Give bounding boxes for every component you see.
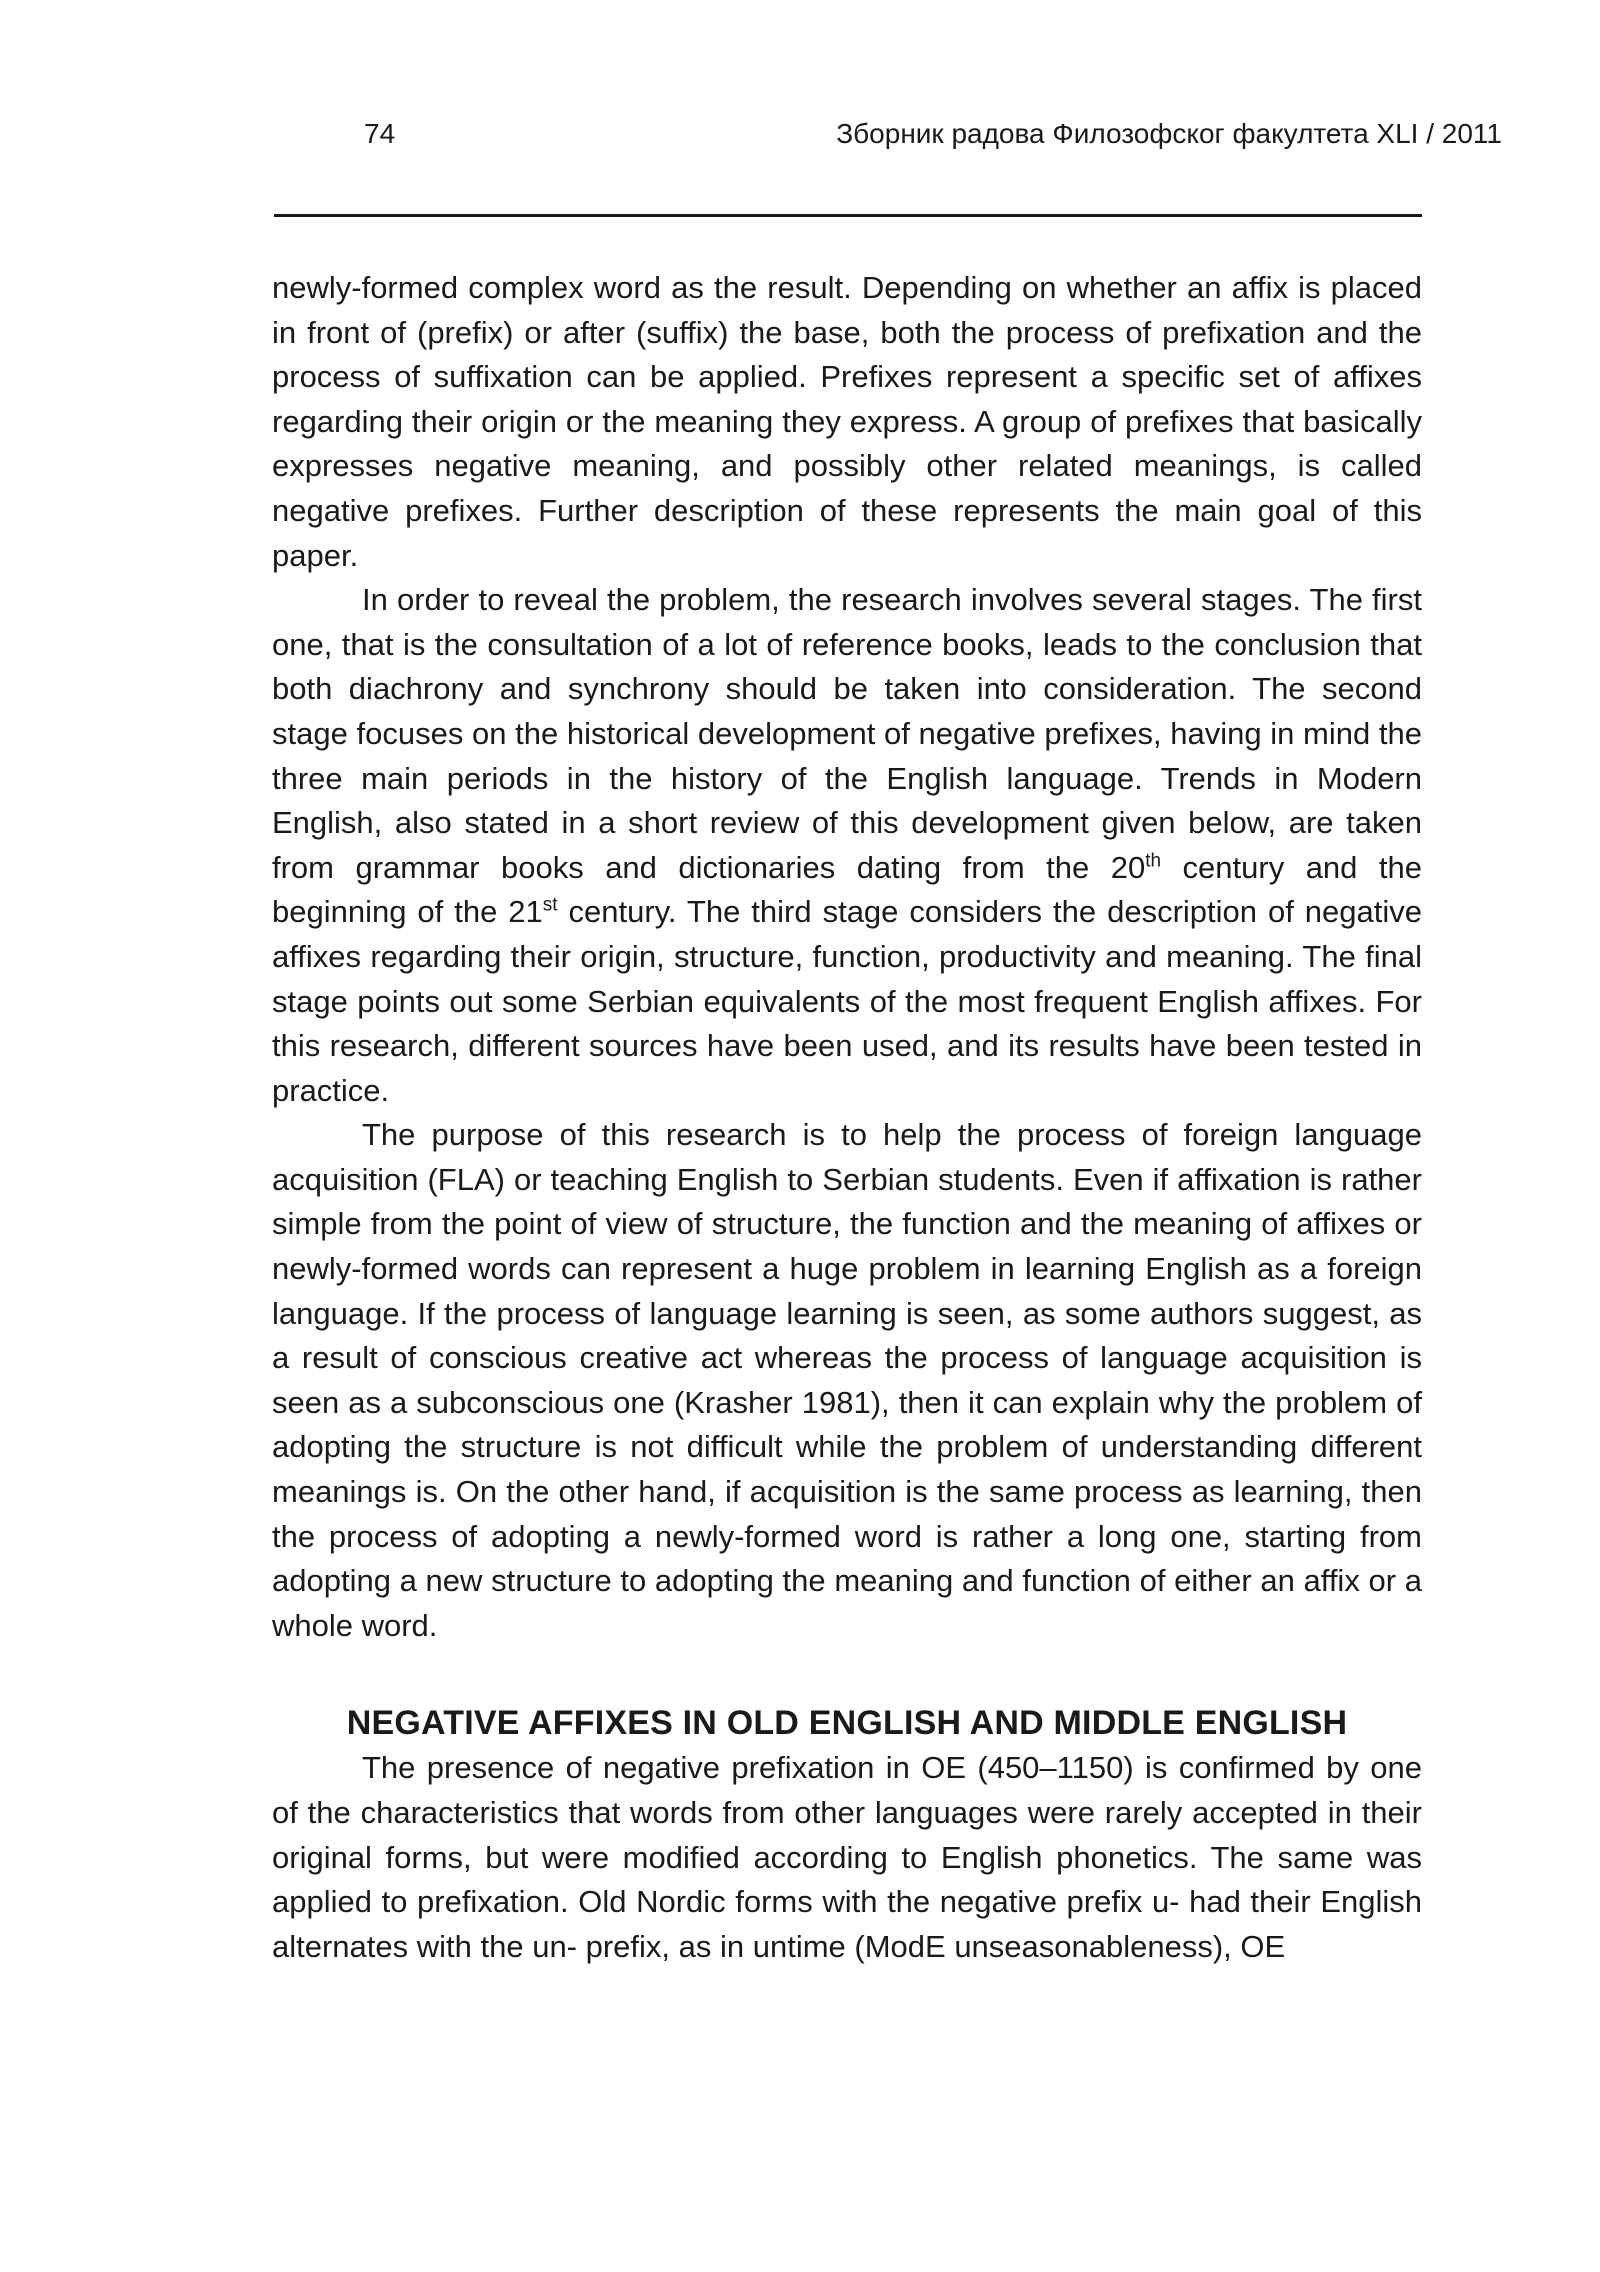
paragraph-research-stages <box>272 578 1422 1113</box>
running-header <box>0 118 1600 158</box>
header-divider <box>274 214 1422 217</box>
paragraph-research-purpose: The purpose of this research is to help the process of foreign language acquisition (FLA) or teaching English to Serbian students. Even if affixation is rather simple from the point of view of structure, the function and the meaning of affixes or newly-formed words can represent a huge problem in learning English as a foreign language. If the process of language learning is seen, as some authors suggest, as a result of conscious creative act whereas the process of language acquisition is seen as a subconscious one (Krasher 1981), then it can explain why the problem of adopting the structure is not difficult while the problem of understanding different meanings is. On the other hand, if acquisition is the same process as learning, then the process of adopting a newly-formed word is rather a long one, starting from adopting a new structure to adopting the meaning and function of either an affix or a whole word. <box>272 1117 1422 1643</box>
page-number: 74 <box>364 118 396 149</box>
section-heading: NEGATIVE AFFIXES IN OLD ENGLISH AND MIDDLE ENGLISH <box>346 1704 1348 1743</box>
paragraph-text: century. The third stage considers the description of negative affixes regarding their origin, structure, function, productivity and meaning. The final stage points out some Serbian equivalents of the most frequent English affixes. For this research, different sources have been used, and its results have been tested in practice. <box>272 894 1422 1108</box>
paragraph-text: In order to reveal the problem, the research involves several stages. The first one, that is the consultation of a lot of reference books, leads to the conclusion that both diachrony and synchrony should be taken into consideration. The second stage focuses on the historical development of negative prefixes, having in mind the three main periods in the history of the English language. Trends in Modern English, also stated in a short review of this development given below, are taken from grammar books and dictionaries dating from the 20 <box>272 582 1422 885</box>
body-text <box>272 266 1422 1969</box>
ordinal-suffix: st <box>542 894 558 916</box>
ordinal-suffix: th <box>1145 850 1162 872</box>
paragraph-text: century and the beginning of the 21 <box>272 849 1422 930</box>
paragraph-intro-continuation: newly-formed complex word as the result. Depending on whether an affix is placed in front of (prefix) or after (suffix) the base, both the process of prefixation and the process of suffixation can be applied. Prefixes represent a specific set of affixes regarding their origin or the meaning they express. A group of prefixes that basically expresses negative meaning, and possibly other related meanings, is called negative prefixes. Further description of these represents the main goal of this paper. <box>272 270 1422 573</box>
paragraph-old-english: The presence of negative prefixation in OE (450–1150) is confirmed by one of the characteristics that words from other languages were rarely accepted in their original forms, but were modified according to English phonetics. The same was applied to prefixation. Old Nordic forms with the negative prefix u- had their English alternates with the un- prefix, as in untime (ModE unseasonableness), OE <box>272 1750 1422 1964</box>
journal-title: Зборник радова Филозофског факултета XLI / 2011 <box>836 118 1502 149</box>
